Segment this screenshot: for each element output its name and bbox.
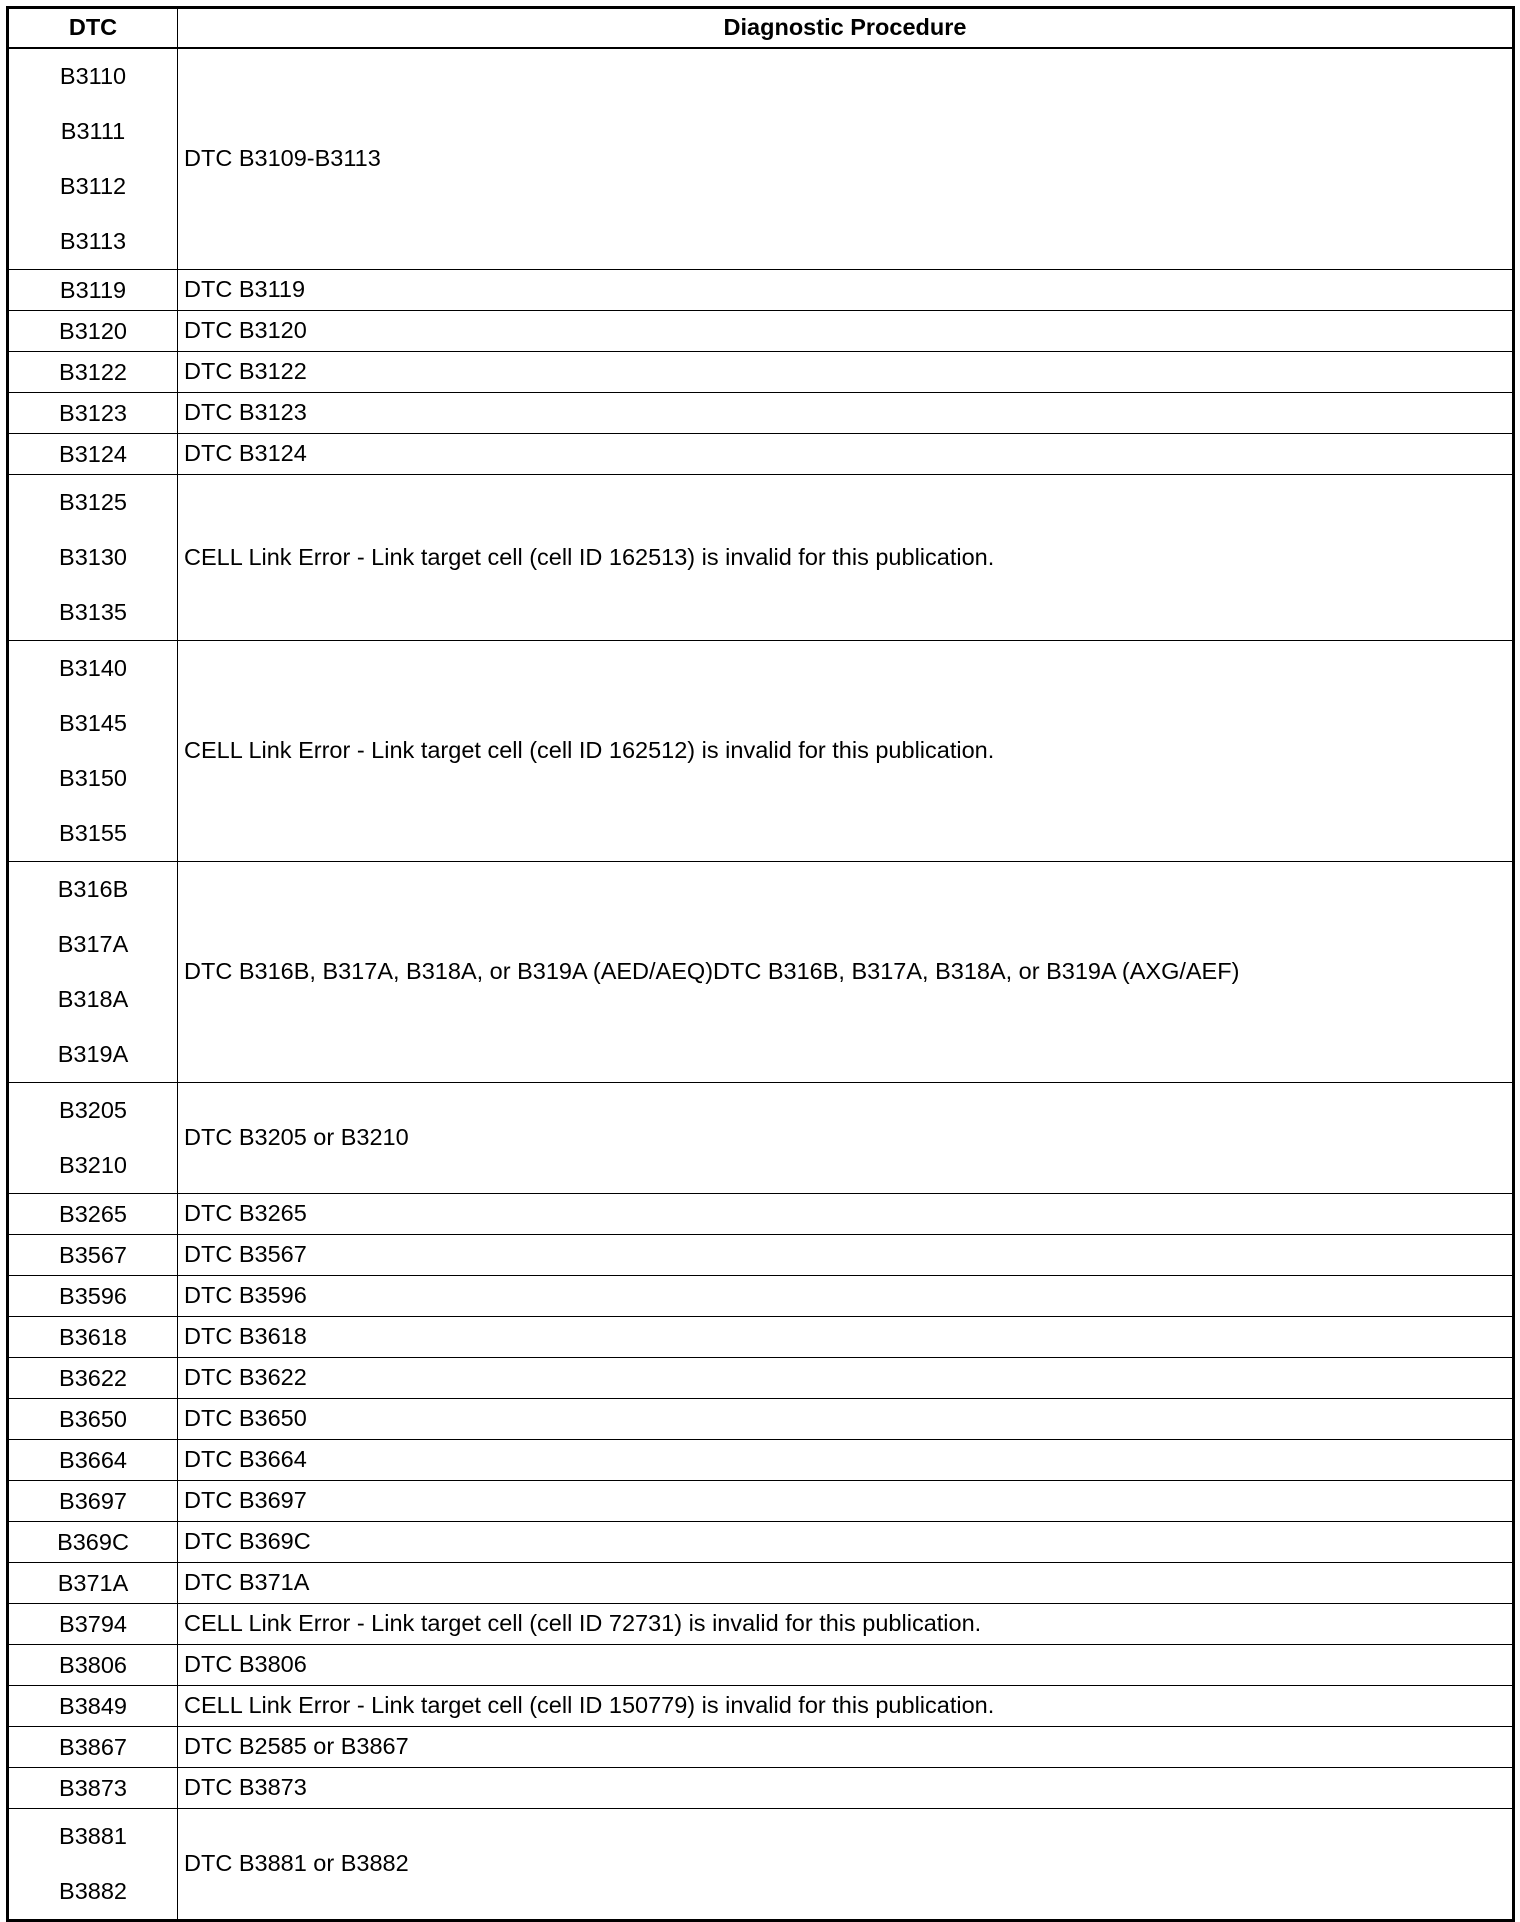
dtc-code: B3124 (59, 441, 127, 467)
diagnostic-procedure-cell: DTC B3109-B3113 (178, 48, 1514, 270)
table-row (8, 1235, 1514, 1276)
dtc-code-cell (8, 1399, 178, 1440)
dtc-code: B3618 (59, 1324, 127, 1350)
dtc-code: B3120 (59, 318, 127, 344)
table-row (8, 475, 1514, 641)
dtc-code-cell (8, 48, 178, 270)
dtc-code-cell (8, 1645, 178, 1686)
dtc-code-cell (8, 434, 178, 475)
dtc-code: B317A (57, 931, 129, 957)
dtc-code: B3265 (59, 1201, 127, 1227)
diagnostic-procedure-cell: DTC B3205 or B3210 (178, 1083, 1514, 1194)
dtc-code-cell (8, 862, 178, 1083)
diagnostic-procedure-cell: DTC B3881 or B3882 (178, 1809, 1514, 1921)
table-row (8, 1604, 1514, 1645)
diagnostic-procedure-cell: DTC B3122 (178, 352, 1514, 393)
dtc-code-cell (8, 1276, 178, 1317)
dtc-code-cell (8, 1358, 178, 1399)
diagnostic-procedure-cell: DTC B369C (178, 1522, 1514, 1563)
dtc-code: B3650 (59, 1406, 127, 1432)
dtc-code-cell (8, 1686, 178, 1727)
dtc-code-cell (8, 1809, 178, 1921)
dtc-code: B371A (57, 1570, 129, 1596)
dtc-table (6, 6, 1515, 1922)
table-row (8, 1563, 1514, 1604)
table-body (8, 48, 1514, 1921)
dtc-code: B3122 (59, 359, 127, 385)
diagnostic-procedure-cell: DTC B3265 (178, 1194, 1514, 1235)
table-row (8, 270, 1514, 311)
dtc-code-cell (8, 1317, 178, 1358)
table-row (8, 1440, 1514, 1481)
dtc-code: B3664 (59, 1447, 127, 1473)
dtc-code: B3155 (59, 820, 127, 846)
table-row (8, 1194, 1514, 1235)
dtc-code-cell (8, 1440, 178, 1481)
dtc-code-cell (8, 475, 178, 641)
dtc-code-cell (8, 1522, 178, 1563)
dtc-code: B3567 (59, 1242, 127, 1268)
table-row (8, 1317, 1514, 1358)
diagnostic-procedure-cell: DTC B3123 (178, 393, 1514, 434)
dtc-code: B3113 (59, 228, 127, 254)
diagnostic-procedure-cell: DTC B3622 (178, 1358, 1514, 1399)
table-row (8, 1276, 1514, 1317)
table-row (8, 1399, 1514, 1440)
diagnostic-procedure-cell: DTC B371A (178, 1563, 1514, 1604)
dtc-code: B3849 (59, 1693, 127, 1719)
table-row (8, 311, 1514, 352)
dtc-code-cell (8, 352, 178, 393)
dtc-code: B3140 (59, 655, 127, 681)
table-header-row (8, 8, 1514, 49)
dtc-code: B3622 (59, 1365, 127, 1391)
diagnostic-procedure-cell: CELL Link Error - Link target cell (cell ID 162513) is invalid for this publication. (178, 475, 1514, 641)
table-row (8, 1358, 1514, 1399)
diagnostic-procedure-cell: DTC B3618 (178, 1317, 1514, 1358)
dtc-code: B3882 (59, 1878, 127, 1904)
diagnostic-procedure-cell: CELL Link Error - Link target cell (cell ID 72731) is invalid for this publication. (178, 1604, 1514, 1645)
table-row (8, 1645, 1514, 1686)
dtc-code: B3112 (59, 173, 127, 199)
dtc-code-cell (8, 1083, 178, 1194)
diagnostic-procedure-cell: DTC B3596 (178, 1276, 1514, 1317)
dtc-code: B3881 (59, 1823, 127, 1849)
dtc-code: B3119 (59, 277, 127, 303)
dtc-code: B3110 (59, 63, 127, 89)
diagnostic-procedure-cell: DTC B3120 (178, 311, 1514, 352)
dtc-code: B3806 (59, 1652, 127, 1678)
dtc-code: B3123 (59, 400, 127, 426)
diagnostic-procedure-cell: DTC B3664 (178, 1440, 1514, 1481)
table-row (8, 1809, 1514, 1921)
dtc-code: B316B (57, 876, 129, 902)
diagnostic-procedure-cell: DTC B3124 (178, 434, 1514, 475)
diagnostic-procedure-cell: DTC B2585 or B3867 (178, 1727, 1514, 1768)
table-row (8, 434, 1514, 475)
table-row (8, 1481, 1514, 1522)
dtc-code-cell (8, 1194, 178, 1235)
table-row (8, 1768, 1514, 1809)
dtc-table-container (6, 6, 1512, 1922)
dtc-code: B3596 (59, 1283, 127, 1309)
dtc-code-cell (8, 1481, 178, 1522)
dtc-code: B3794 (59, 1611, 127, 1637)
dtc-code: B3135 (59, 599, 127, 625)
dtc-code: B3205 (59, 1097, 127, 1123)
dtc-code-cell (8, 641, 178, 862)
dtc-code: B3145 (59, 710, 127, 736)
table-row (8, 393, 1514, 434)
header-dtc: DTC (8, 8, 178, 49)
diagnostic-procedure-cell: DTC B3806 (178, 1645, 1514, 1686)
dtc-code: B369C (57, 1529, 129, 1555)
diagnostic-procedure-cell: DTC B3119 (178, 270, 1514, 311)
diagnostic-procedure-cell: CELL Link Error - Link target cell (cell ID 162512) is invalid for this publication. (178, 641, 1514, 862)
diagnostic-procedure-cell: DTC B3650 (178, 1399, 1514, 1440)
dtc-code-cell (8, 393, 178, 434)
dtc-code-cell (8, 1768, 178, 1809)
dtc-code: B3111 (60, 118, 126, 144)
table-row (8, 48, 1514, 270)
dtc-code: B3150 (59, 765, 127, 791)
dtc-code-cell (8, 311, 178, 352)
table-row (8, 1522, 1514, 1563)
dtc-code-cell (8, 1604, 178, 1645)
table-row (8, 1686, 1514, 1727)
dtc-code-cell (8, 1235, 178, 1276)
dtc-code: B3130 (59, 544, 127, 570)
dtc-code: B3867 (59, 1734, 127, 1760)
dtc-code: B3125 (59, 489, 127, 515)
dtc-code: B319A (57, 1041, 129, 1067)
diagnostic-procedure-cell: DTC B3567 (178, 1235, 1514, 1276)
diagnostic-procedure-cell: DTC B316B, B317A, B318A, or B319A (AED/AEQ)DTC B316B, B317A, B318A, or B319A (AXG/AEF) (178, 862, 1514, 1083)
diagnostic-procedure-cell: DTC B3873 (178, 1768, 1514, 1809)
table-row (8, 862, 1514, 1083)
header-diagnostic-procedure: Diagnostic Procedure (178, 8, 1514, 49)
table-row (8, 641, 1514, 862)
table-row (8, 1083, 1514, 1194)
table-row (8, 352, 1514, 393)
dtc-code: B3210 (59, 1152, 127, 1178)
dtc-code-cell (8, 1727, 178, 1768)
dtc-code-cell (8, 270, 178, 311)
diagnostic-procedure-cell: CELL Link Error - Link target cell (cell ID 150779) is invalid for this publication. (178, 1686, 1514, 1727)
diagnostic-procedure-cell: DTC B3697 (178, 1481, 1514, 1522)
table-row (8, 1727, 1514, 1768)
dtc-code: B318A (57, 986, 129, 1012)
dtc-code: B3697 (59, 1488, 127, 1514)
dtc-code: B3873 (59, 1775, 127, 1801)
dtc-code-cell (8, 1563, 178, 1604)
